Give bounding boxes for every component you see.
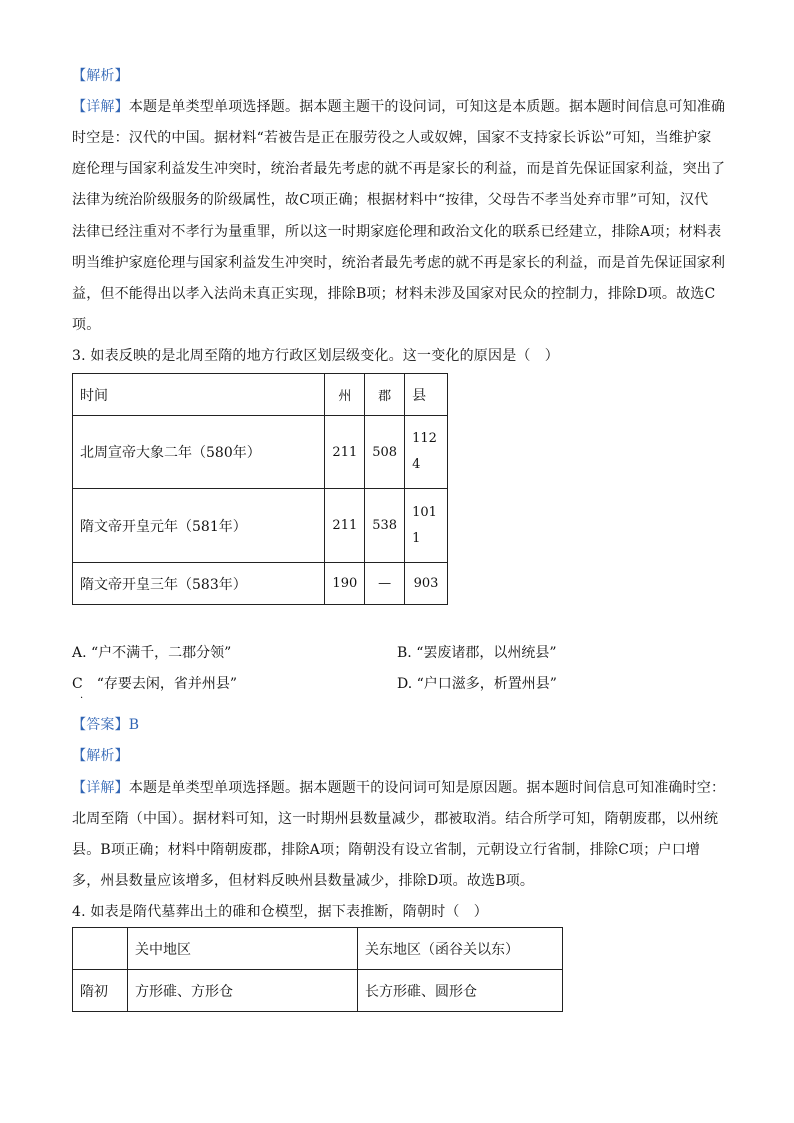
option-c: C “存要去闲，省并州县” xyxy=(72,676,238,692)
table-cell: 隋文帝开皇元年（581年） xyxy=(73,489,325,563)
table-cell: 508 xyxy=(365,416,405,489)
table-row xyxy=(73,489,448,563)
option-a: A. “户不满千，二郡分领” xyxy=(72,645,232,661)
analysis-heading: 【解析】 xyxy=(72,68,129,84)
detail-paragraph-line: 北周至隋（中国）。据材料可知，这一时期州县数量减少，郡被取消。结合所学可知，隋朝废郡，以州统 xyxy=(72,811,719,827)
detail-paragraph-line: 庭伦理与国家利益发生冲突时，统治者最先考虑的就不再是家长的利益，而是首先保证国家利益，突出了 xyxy=(72,161,726,177)
table-header-cell: 关东地区（函谷关以东） xyxy=(358,928,563,970)
table-header-cell: 关中地区 xyxy=(128,928,358,970)
question-3-stem: 3. 如表反映的是北周至隋的地方行政区划层级变化。这一变化的原因是（ ） xyxy=(72,348,560,364)
detail-paragraph-line: 【详解】本题是单类型单项选择题。据本题题干的设问词可知是原因题。据本题时间信息可知准确时空： xyxy=(72,780,726,796)
detail-paragraph-line: 法律为统治阶级服务的阶级属性，故C项正确；根据材料中“按律，父母告不孝当处弃市罪”可知，汉代 xyxy=(72,192,709,208)
table-header-cell: 州 xyxy=(325,374,365,416)
table-cell: 长方形碓、圆形仓 xyxy=(358,970,563,1012)
table-cell: 112 4 xyxy=(405,416,448,489)
detail-paragraph-line: 法律已经注重对不孝行为量重罪，所以这一时期家庭伦理和政治文化的联系已经建立，排除A项；材料表 xyxy=(72,224,722,240)
table-cell: 北周宣帝大象二年（580年） xyxy=(73,416,325,489)
detail-paragraph-line: 县。B项正确；材料中隋朝废郡，排除A项；隋朝没有设立省制，元朝设立行省制，排除C项；户口增 xyxy=(72,842,701,858)
detail-paragraph-line: 项。 xyxy=(72,317,101,333)
table-cell: 方形碓、方形仓 xyxy=(128,970,358,1012)
detail-paragraph-line: 益，但不能得出以孝入法尚未真正实现，排除B项；材料未涉及国家对民众的控制力，排除D项。故选C xyxy=(72,286,716,302)
table-row xyxy=(73,970,563,1012)
table-header-cell: 郡 xyxy=(365,374,405,416)
table-header-cell: 县 xyxy=(405,374,448,416)
table-cell: 211 xyxy=(325,416,365,489)
detail-paragraph-line: 时空是：汉代的中国。据材料“若被告是正在服劳役之人或奴婢，国家不支持家长诉讼”可知，当维护家 xyxy=(72,130,712,146)
table-row xyxy=(73,563,448,605)
table-row xyxy=(73,416,448,489)
question-4-table xyxy=(72,927,563,1012)
detail-tag: 【详解】 xyxy=(72,780,129,796)
table-header-cell xyxy=(73,928,128,970)
question-4-stem: 4. 如表是隋代墓葬出土的碓和仓模型，据下表推断，隋朝时（ ） xyxy=(72,904,489,920)
question-3-table xyxy=(72,373,448,605)
detail-paragraph-line: 明当维护家庭伦理与国家利益发生冲突时，统治者最先考虑的就不再是家长的利益，而是首先保证国家利 xyxy=(72,255,726,271)
table-header-row xyxy=(73,374,448,416)
answer-line: 【答案】B xyxy=(72,717,140,733)
detail-tag: 【详解】 xyxy=(72,99,129,115)
table-cell: — xyxy=(365,563,405,605)
table-cell: 101 1 xyxy=(405,489,448,563)
table-cell: 538 xyxy=(365,489,405,563)
detail-paragraph-line: 【详解】本题是单类型单项选择题。据本题主题干的设问词，可知这是本质题。据本题时间信息可知准确 xyxy=(72,99,726,115)
table-header-cell: 时间 xyxy=(73,374,325,416)
table-cell: 隋文帝开皇三年（583年） xyxy=(73,563,325,605)
detail-paragraph-line: 多，州县数量应该增多，但材料反映州县数量减少，排除D项。故选B项。 xyxy=(72,873,535,889)
table-cell: 隋初 xyxy=(73,970,128,1012)
stray-mark: · xyxy=(80,693,84,704)
option-d: D. “户口滋多，析置州县” xyxy=(397,676,557,692)
table-cell: 211 xyxy=(325,489,365,563)
table-cell: 903 xyxy=(405,563,448,605)
analysis-heading: 【解析】 xyxy=(72,748,129,764)
option-b: B. “罢废诸郡，以州统县” xyxy=(397,645,557,661)
table-cell: 190 xyxy=(325,563,365,605)
table-header-row xyxy=(73,928,563,970)
